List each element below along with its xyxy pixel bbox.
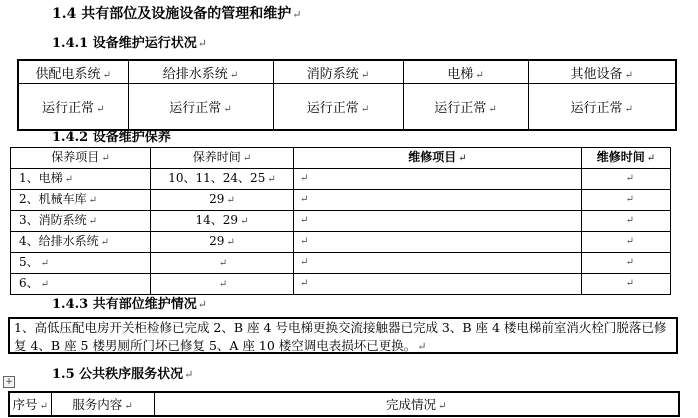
cell-mark-icon: ↵ <box>360 69 370 81</box>
cell-mark-icon: ↵ <box>625 194 634 205</box>
cell-mark-icon: ↵ <box>96 104 105 115</box>
equipment-status-table <box>17 59 677 131</box>
table-cell[interactable]: 运行正常 ↵ <box>528 84 676 131</box>
cell-mark-icon: ↵ <box>625 278 634 289</box>
cell-mark-icon: ↵ <box>300 215 309 226</box>
table-cell[interactable] <box>582 211 671 232</box>
table-cell[interactable]: 4、给排水系统 ↵ <box>11 232 151 253</box>
cell-mark-icon: ↵ <box>300 278 309 289</box>
table-cell[interactable] <box>294 232 582 253</box>
cell-mark-icon: ↵ <box>226 237 235 248</box>
table-header-cell[interactable]: 完成情况 ↵ <box>154 392 679 416</box>
table-cell[interactable] <box>151 253 294 274</box>
cell-mark-icon: ↵ <box>488 104 497 115</box>
table-header-cell[interactable]: 供配电系统 ↵ <box>18 60 128 84</box>
cell-mark-icon: ↵ <box>458 153 467 164</box>
heading-text: 1.4.2 设备维护保养 <box>52 130 171 145</box>
cell-mark-icon: ↵ <box>40 258 50 269</box>
table-move-handle-icon[interactable]: + <box>3 376 15 388</box>
cell-mark-icon: ↵ <box>39 401 48 412</box>
cell-mark-icon: ↵ <box>625 215 634 226</box>
table-header-cell[interactable]: 其他设备 ↵ <box>528 60 676 84</box>
table-row <box>11 274 671 295</box>
cell-mark-icon: ↵ <box>218 258 228 269</box>
cell-mark-icon: ↵ <box>300 173 309 184</box>
cell-mark-icon: ↵ <box>624 104 633 115</box>
cell-mark-icon: ↵ <box>88 195 98 206</box>
table-cell[interactable]: 运行正常 ↵ <box>273 84 403 131</box>
heading-text: 1.5 公共秩序服务状况 <box>52 367 184 382</box>
cell-mark-icon: ↵ <box>40 279 50 290</box>
table-header-cell[interactable]: 保养时间 ↵ <box>151 148 294 169</box>
cell-mark-icon: ↵ <box>267 174 276 185</box>
cell-mark-icon: ↵ <box>625 236 634 247</box>
table-header-row <box>11 148 671 169</box>
table-cell[interactable]: 运行正常 ↵ <box>18 84 128 131</box>
maintenance-table <box>10 147 671 295</box>
common-area-maintenance-note[interactable] <box>8 317 678 354</box>
cell-mark-icon: ↵ <box>226 195 235 206</box>
cell-mark-icon: ↵ <box>300 236 309 247</box>
cell-mark-icon: ↵ <box>475 69 484 81</box>
paragraph-mark-icon: ↵ <box>292 8 302 21</box>
cell-mark-icon: ↵ <box>101 153 110 164</box>
table-row <box>11 232 671 253</box>
table-header-cell[interactable]: 服务内容 ↵ <box>51 392 154 416</box>
cell-mark-icon: ↵ <box>242 153 252 164</box>
heading-1-4 <box>52 7 301 21</box>
table-header-cell[interactable]: 序号 ↵ <box>9 392 51 416</box>
table-header-cell[interactable]: 保养项目 ↵ <box>11 148 151 169</box>
heading-1-4-2 <box>52 131 173 144</box>
table-header-row <box>9 392 679 416</box>
cell-mark-icon: ↵ <box>438 401 447 412</box>
cell-mark-icon: ↵ <box>229 69 239 81</box>
cell-mark-icon: ↵ <box>64 174 74 185</box>
table-header-cell[interactable]: 维修项目 ↵ <box>294 148 582 169</box>
table-cell[interactable] <box>294 274 582 295</box>
cell-mark-icon: ↵ <box>124 401 133 412</box>
table-cell[interactable]: 5、 ↵ <box>11 253 151 274</box>
cell-mark-icon: ↵ <box>360 104 370 115</box>
heading-text: 1.4.1 设备维护运行状况 <box>52 36 197 51</box>
cell-mark-icon: ↵ <box>218 279 228 290</box>
table-row <box>11 169 671 190</box>
table-cell[interactable]: 29 ↵ <box>151 190 294 211</box>
table-cell[interactable] <box>151 274 294 295</box>
table-header-cell[interactable]: 维修时间 ↵ <box>582 148 671 169</box>
table-header-cell[interactable]: 给排水系统 ↵ <box>128 60 273 84</box>
table-cell[interactable]: 10、11、24、25 ↵ <box>151 169 294 190</box>
table-cell[interactable]: 2、机械车库 ↵ <box>11 190 151 211</box>
paragraph-mark-icon: ↵ <box>184 368 194 381</box>
cell-mark-icon: ↵ <box>88 216 98 227</box>
security-service-table <box>8 391 680 417</box>
heading-1-5 <box>52 368 193 381</box>
table-row <box>11 211 671 232</box>
table-header-cell[interactable]: 电梯 ↵ <box>403 60 528 84</box>
cell-mark-icon: ↵ <box>223 104 232 115</box>
paragraph-mark-icon: ↵ <box>197 37 207 50</box>
table-row <box>11 253 671 274</box>
cell-mark-icon: ↵ <box>646 153 656 164</box>
table-cell[interactable] <box>294 169 582 190</box>
table-header-row <box>18 60 676 84</box>
table-row <box>11 190 671 211</box>
table-row <box>18 84 676 131</box>
cell-mark-icon: ↵ <box>300 257 309 268</box>
cell-mark-icon: ↵ <box>300 194 309 205</box>
table-cell[interactable] <box>582 253 671 274</box>
heading-1-4-1 <box>52 37 207 50</box>
paragraph-mark-icon: ↵ <box>197 298 207 311</box>
table-cell[interactable]: 运行正常 ↵ <box>128 84 273 131</box>
note-text: 1、高低压配电房开关柜检修已完成 2、B 座 4 号电梯更换交流接触器已完成 3、B 座 4 楼电梯前室消火栓门脱落已修复 4、B 座 5 楼男厕所门坏已修复 5、A 座 10 楼空调电表损坏已更换。 <box>14 320 667 353</box>
table-cell[interactable]: 运行正常 ↵ <box>403 84 528 131</box>
cell-mark-icon: ↵ <box>625 173 634 184</box>
cell-mark-icon: ↵ <box>240 216 249 227</box>
paragraph-mark-icon: ↵ <box>417 340 427 353</box>
table-cell[interactable] <box>294 211 582 232</box>
table-cell[interactable] <box>294 190 582 211</box>
cell-mark-icon: ↵ <box>624 69 633 81</box>
table-cell[interactable] <box>582 190 671 211</box>
table-cell[interactable]: 14、29 ↵ <box>151 211 294 232</box>
heading-text: 1.4 共有部位及设施设备的管理和维护 <box>52 6 292 22</box>
table-cell[interactable] <box>582 274 671 295</box>
cell-mark-icon: ↵ <box>100 237 110 248</box>
table-cell[interactable]: 1、电梯 ↵ <box>11 169 151 190</box>
table-cell[interactable] <box>582 232 671 253</box>
table-cell[interactable] <box>582 169 671 190</box>
table-header-cell[interactable]: 消防系统 ↵ <box>273 60 403 84</box>
cell-mark-icon: ↵ <box>625 257 634 268</box>
table-cell[interactable]: 3、消防系统 ↵ <box>11 211 151 232</box>
heading-text: 1.4.3 共有部位维护情况 <box>52 297 197 312</box>
cell-mark-icon: ↵ <box>102 69 111 81</box>
table-cell[interactable] <box>294 253 582 274</box>
heading-1-4-3 <box>52 298 207 311</box>
table-cell[interactable]: 6、 ↵ <box>11 274 151 295</box>
table-cell[interactable]: 29 ↵ <box>151 232 294 253</box>
